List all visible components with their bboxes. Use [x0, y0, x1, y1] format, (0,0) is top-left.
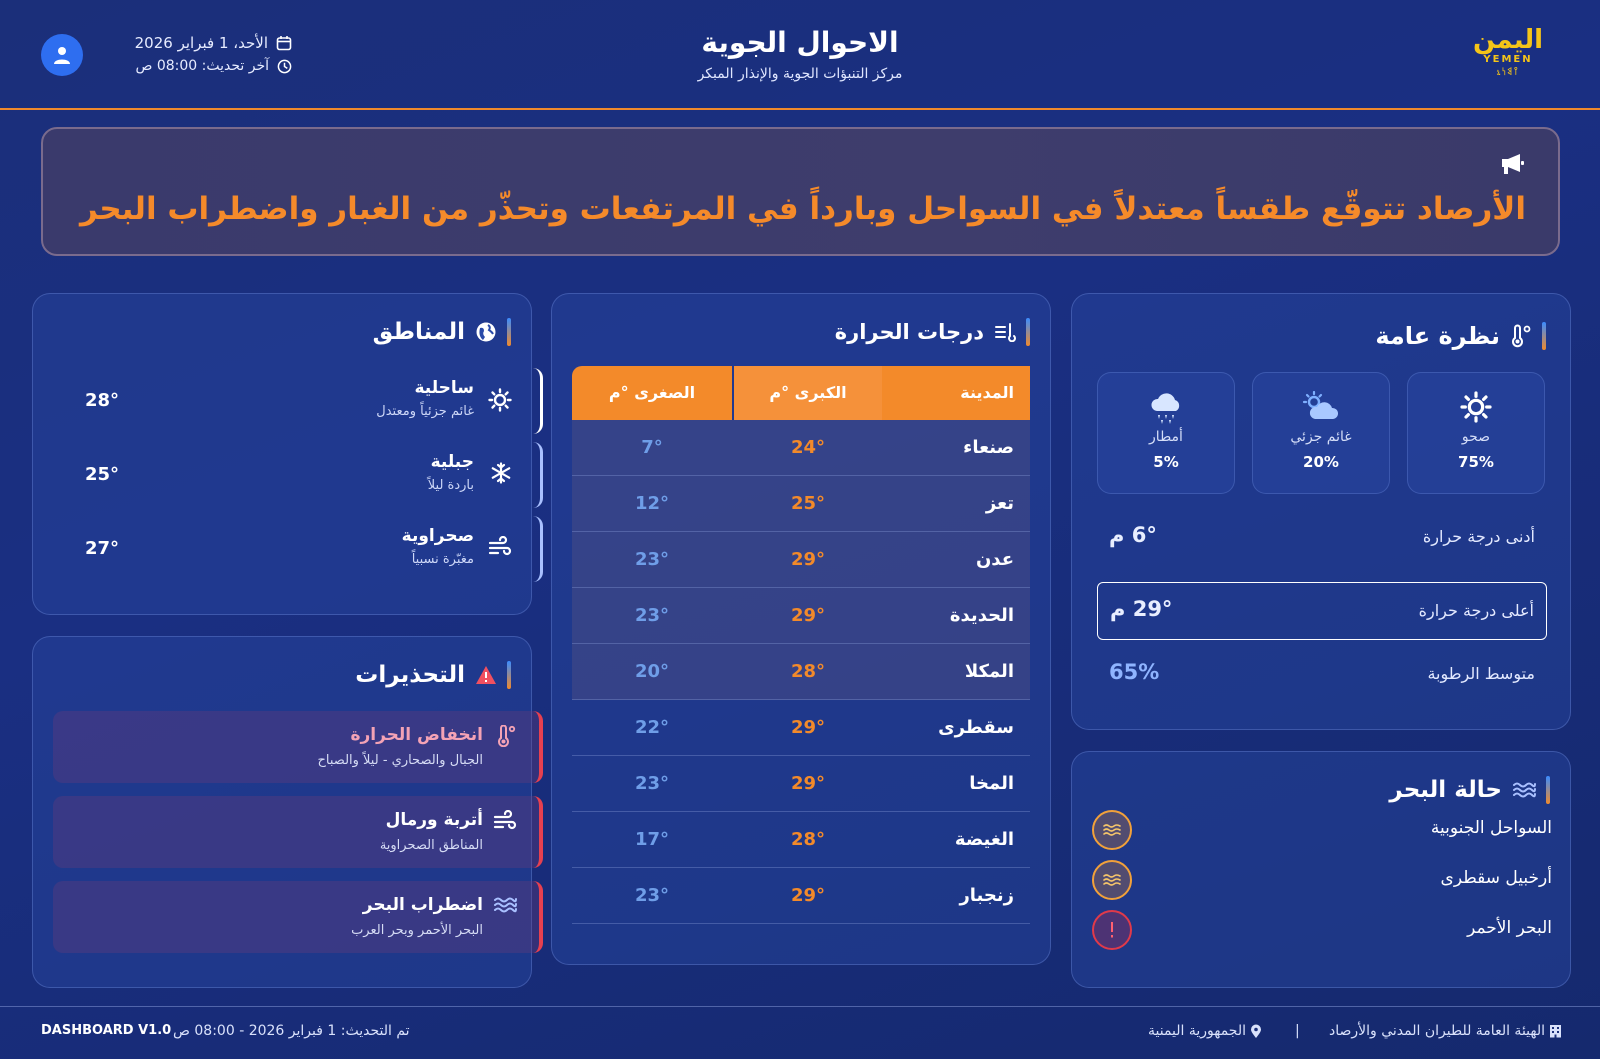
- warning-title: أتربة ورمال: [385, 810, 483, 830]
- table-row: [572, 532, 1030, 588]
- sea-row: [1092, 808, 1552, 852]
- sea-title-text: حالة البحر: [1389, 777, 1502, 803]
- sea-row: [1092, 858, 1552, 902]
- footer-country: [1148, 1023, 1262, 1039]
- date-line: [135, 34, 292, 52]
- thermometer-icon: [1510, 324, 1532, 348]
- snowflake-icon: [490, 462, 512, 484]
- footer-divider: [0, 1006, 1600, 1007]
- max-temp: 25°: [790, 493, 826, 514]
- region-coastal[interactable]: [53, 368, 543, 434]
- stat-max-temp: [1097, 582, 1547, 640]
- min-temp: 23°: [634, 549, 670, 570]
- footer-org: [1329, 1023, 1562, 1039]
- version-label: DASHBOARD V1.0: [41, 1023, 172, 1038]
- logo-sabaic: ኒ𐩺𐩣𐩬: [1496, 68, 1520, 78]
- title-accent-bar: [507, 318, 511, 346]
- city-name: الحديدة: [949, 605, 1014, 626]
- table-row: [572, 812, 1030, 868]
- thermometer-icon: [495, 725, 517, 747]
- warnings-title-text: التحذيرات: [355, 662, 465, 688]
- title-accent-bar: [1542, 322, 1546, 350]
- warning-title: اضطراب البحر: [362, 895, 483, 915]
- sea-status-badge: [1092, 910, 1132, 950]
- temperatures-title-text: درجات الحرارة: [834, 320, 984, 344]
- org-name: الهيئة العامة للطيران المدني والأرصاد: [1329, 1023, 1545, 1039]
- warnings-title: [355, 661, 511, 689]
- warning-title: انخفاض الحرارة: [350, 725, 483, 745]
- logo-arabic: اليمن: [1472, 25, 1544, 55]
- stat-label: أعلى درجة حرارة: [1418, 601, 1534, 620]
- wind-icon: [493, 810, 517, 832]
- page-title: الاحوال الجوية: [701, 26, 899, 59]
- footer-updated: تم التحديث: 1 فبراير 2026 - 08:00 ص: [173, 1023, 410, 1039]
- max-temp: 28°: [790, 829, 826, 850]
- yemen-logo: [1468, 26, 1548, 82]
- title-accent-bar: [507, 661, 511, 689]
- column-header-max: الكبرى °م: [734, 366, 882, 420]
- warnings-card: [32, 636, 532, 988]
- headline-banner: [41, 127, 1560, 256]
- max-temp: 29°: [790, 773, 826, 794]
- sea-title: [1389, 776, 1550, 804]
- city-name: زنجبار: [959, 885, 1014, 906]
- city-name: صنعاء: [963, 437, 1014, 458]
- warning-desc: الجبال والصحاري - ليلاً والصباح: [317, 753, 483, 768]
- clock-icon: [277, 59, 292, 74]
- user-icon: [52, 45, 72, 65]
- region-desc: مغبّرة نسبياً: [411, 552, 474, 567]
- regions-title: [373, 318, 511, 346]
- min-temp: 23°: [634, 605, 670, 626]
- stat-label: أدنى درجة حرارة: [1422, 527, 1535, 546]
- table-row: [572, 588, 1030, 644]
- stat-label: متوسط الرطوبة: [1427, 664, 1535, 683]
- sky-label: أمطار: [1149, 429, 1183, 445]
- stat-value: 6° م: [1109, 523, 1157, 547]
- table-row: [572, 868, 1030, 924]
- sky-rain: [1097, 372, 1235, 494]
- sky-percentage: 20%: [1303, 453, 1339, 471]
- sky-label: صحو: [1461, 429, 1491, 445]
- sky-label: غائم جزئي: [1290, 429, 1352, 445]
- country-name: الجمهورية اليمنية: [1147, 1023, 1246, 1039]
- exclamation-icon: [1109, 921, 1115, 939]
- sun-icon: [1460, 391, 1492, 423]
- max-temp: 24°: [790, 437, 826, 458]
- temperature-list-icon: [994, 322, 1016, 342]
- last-update: آخر تحديث: 08:00 ص: [135, 58, 269, 74]
- overview-title: [1375, 322, 1546, 350]
- sea-label: أرخبيل سقطرى: [1440, 868, 1552, 888]
- region-desert[interactable]: [53, 516, 543, 582]
- region-name: جبلية: [430, 452, 474, 472]
- warning-item-sea[interactable]: [53, 881, 543, 953]
- table-row: [572, 476, 1030, 532]
- waves-icon: [493, 895, 517, 915]
- warning-item-dust[interactable]: [53, 796, 543, 868]
- column-header-min: الصغرى °م: [572, 366, 732, 420]
- regions-title-text: المناطق: [372, 319, 465, 345]
- table-row: [572, 756, 1030, 812]
- regions-card: [32, 293, 532, 615]
- max-temp: 28°: [790, 661, 826, 682]
- globe-icon: [475, 321, 497, 343]
- header-divider: [0, 108, 1600, 110]
- waves-icon: [1103, 823, 1121, 837]
- region-mountain[interactable]: [53, 442, 543, 508]
- sky-partly-cloudy: [1252, 372, 1390, 494]
- warning-item-cold[interactable]: [53, 711, 543, 783]
- sea-label: البحر الأحمر: [1467, 918, 1552, 938]
- stat-humidity: [1097, 646, 1547, 704]
- column-header-city: المدينة: [880, 366, 1030, 420]
- min-temp: 7°: [641, 437, 663, 458]
- region-name: ساحلية: [414, 378, 474, 398]
- region-temp: 25°: [85, 464, 120, 485]
- sea-card: [1071, 751, 1571, 988]
- city-name: تعز: [985, 493, 1014, 514]
- region-temp: 27°: [85, 538, 120, 559]
- wind-icon: [488, 536, 512, 558]
- region-temp: 28°: [85, 390, 120, 411]
- max-temp: 29°: [790, 885, 826, 906]
- title-accent-bar: [1026, 318, 1030, 346]
- min-temp: 23°: [634, 773, 670, 794]
- overview-card: [1071, 293, 1571, 730]
- partly-cloudy-icon: [1301, 391, 1341, 423]
- current-date: الأحد، 1 فبراير 2026: [134, 34, 268, 52]
- sea-status-badge: [1092, 860, 1132, 900]
- city-name: سقطرى: [938, 717, 1014, 738]
- sea-label: السواحل الجنوبية: [1430, 818, 1552, 838]
- overview-title-text: نظرة عامة: [1375, 322, 1500, 350]
- min-temp: 23°: [634, 885, 670, 906]
- sky-percentage: 75%: [1458, 453, 1494, 471]
- table-header: [572, 366, 1030, 420]
- stat-min-temp: [1097, 509, 1547, 567]
- region-desc: غائم جزئياً ومعتدل: [376, 404, 474, 419]
- city-name: المكلا: [964, 661, 1014, 682]
- avatar[interactable]: [41, 34, 83, 76]
- waves-icon: [1103, 873, 1121, 887]
- sun-icon: [488, 388, 512, 412]
- rain-cloud-icon: [1149, 391, 1183, 425]
- location-pin-icon: [1250, 1024, 1262, 1039]
- max-temp: 29°: [790, 605, 826, 626]
- logo-english: YEMEN: [1483, 54, 1533, 65]
- city-name: عدن: [975, 549, 1014, 570]
- building-icon: [1549, 1024, 1562, 1038]
- sea-status-badge: [1092, 810, 1132, 850]
- min-temp: 22°: [634, 717, 670, 738]
- sky-percentage: 5%: [1153, 453, 1179, 471]
- warning-desc: البحر الأحمر وبحر العرب: [351, 923, 483, 938]
- footer-separator: |: [1295, 1023, 1300, 1039]
- min-temp: 17°: [634, 829, 670, 850]
- min-temp: 20°: [634, 661, 670, 682]
- temperatures-title: [835, 318, 1030, 346]
- city-name: الغيضة: [954, 829, 1014, 850]
- table-row: [572, 644, 1030, 700]
- megaphone-icon: [1498, 151, 1526, 177]
- page-subtitle: مركز التنبؤات الجوية والإنذار المبكر: [697, 66, 903, 82]
- max-temp: 29°: [790, 717, 826, 738]
- min-temp: 12°: [634, 493, 670, 514]
- max-temp: 29°: [790, 549, 826, 570]
- alert-triangle-icon: [475, 665, 497, 685]
- sea-row: [1092, 908, 1552, 952]
- temperatures-card: [551, 293, 1051, 965]
- region-desc: باردة ليلاً: [427, 478, 474, 493]
- region-name: صحراوية: [401, 526, 474, 546]
- waves-icon: [1512, 780, 1536, 800]
- sky-clear: [1407, 372, 1545, 494]
- update-line: [135, 58, 292, 74]
- city-name: المخا: [969, 773, 1014, 794]
- header: [0, 0, 1600, 110]
- calendar-icon: [276, 35, 292, 51]
- stat-value: 29° م: [1110, 597, 1173, 621]
- title-accent-bar: [1546, 776, 1550, 804]
- headline-text: الأرصاد تتوقّع طقساً معتدلاً في السواحل وبارداً في المرتفعات وتحذّر من الغبار واضطراب البحر: [80, 191, 1526, 227]
- stat-value: 65%: [1109, 660, 1160, 684]
- table-row: [572, 700, 1030, 756]
- warning-desc: المناطق الصحراوية: [379, 838, 483, 853]
- table-row: [572, 420, 1030, 476]
